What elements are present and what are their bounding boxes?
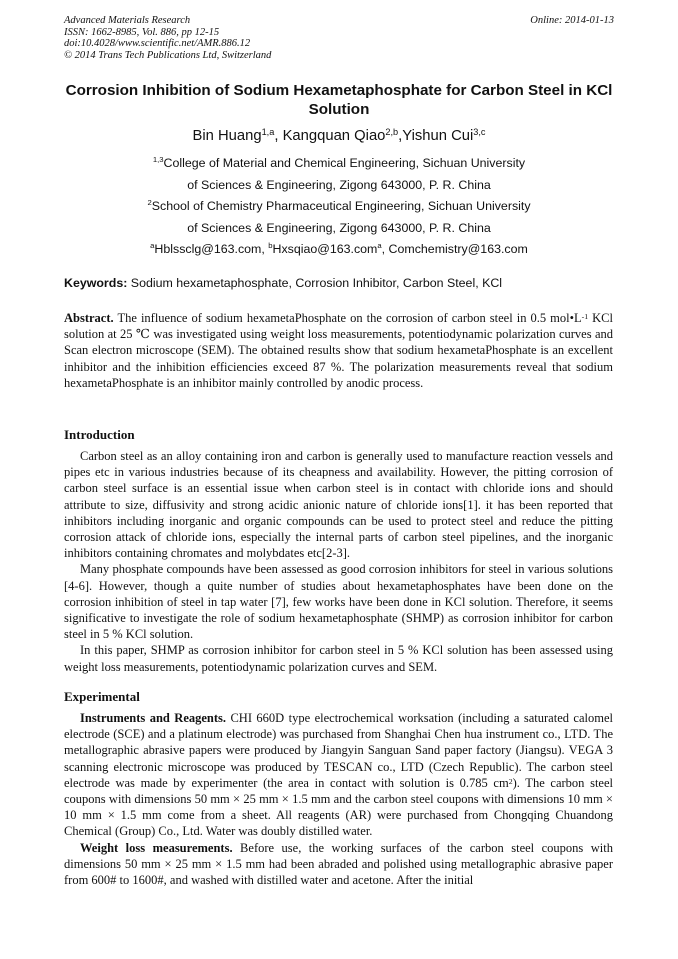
author-sup: 3,c <box>473 126 486 137</box>
author-separator: , <box>398 128 403 144</box>
paragraph <box>64 710 613 840</box>
paragraph: Carbon steel as an alloy containing iron and carbon is generally used to manufacture reaction vessels and pipes etc in various industries because of its cheapness and availability. However, the pitting corrosion of carbon steel surface is an essential issue when carbon steel is in contact with chloride ions and should attribute to size, diffusivity and strong acidic anionic nature of chloride ions[1]. it has been reported that inhibitors including inorganic and organic compounds can be used to protect steel and reduce the pitting corrosion attack of chloride ions, especially the internal parts of carbon steel pipelines, and the inorganic inhibitors containing chromates and molybdates etc[2-3]. <box>64 449 613 561</box>
section-heading-experimental: Experimental <box>64 689 140 704</box>
author-name: Bin Huang <box>192 128 262 144</box>
affiliation-2-line-1 <box>0 199 678 213</box>
author-name: Kangquan Qiao <box>282 128 386 144</box>
online-date: Online: 2014-01-13 <box>530 15 614 26</box>
author-name: Yishun Cui <box>402 128 474 144</box>
journal-copyright: © 2014 Trans Tech Publications Ltd, Switzerland <box>64 49 272 61</box>
paragraph: Many phosphate compounds have been assessed as good corrosion inhibitors for steel in various solutions [4-6]. However, though a quite number of studies about hexametaphosphates have been done on the corrosion inhibition of steel in tap water [7], few works have been done in KCl solution. Therefore, it seems significative to investigate the role of sodium hexametaphosphate (SHMP) as corrosion inhibitor for carbon steel in 5 % KCl solution. <box>64 562 613 642</box>
email-sup: b <box>268 240 273 250</box>
paragraph-lead: Weight loss measurements. <box>80 840 233 855</box>
affiliation-text: College of Material and Chemical Engineering, Sichuan University <box>163 156 526 170</box>
paragraph: In this paper, SHMP as corrosion inhibitor for carbon steel in 5 % KCl solution has been assessed using weight loss measurements, potentiodynamic polarization curves and SEM. <box>64 643 613 674</box>
keywords <box>64 276 624 290</box>
section-heading-introduction: Introduction <box>64 427 135 442</box>
affiliation-1-line-2: of Sciences & Engineering, Zigong 643000, P. R. China <box>187 178 491 192</box>
keywords-label: Keywords: <box>64 276 128 290</box>
experimental-body <box>64 710 613 888</box>
paragraph-text: ). The carbon steel coupons with dimensions 50 mm × 25 mm × 1.5 mm and the carbon steel coupons with dimensions 10 mm × 10 mm × 1.5 mm come from a sheet. All reagents (AR) were purchased from Chongqing Chuandong Chemical (Group) Co., Ltd. Water was doubly distilled water. <box>64 775 613 839</box>
author-separator: , <box>274 128 283 144</box>
abstract <box>64 310 613 391</box>
paragraph-text: Before use, the working surfaces of the carbon steel coupons with dimensions 50 mm × 25 mm × 1.5 mm had been abraded and polished using metallographic abrasive paper from 600# to 1600#, and washed with distilled water and acetone. After the initial <box>64 840 613 888</box>
paragraph-sup: 2 <box>508 776 513 786</box>
paragraph-text: CHI 660D type electrochemical worksation (including a saturated calomel electrode (SCE) and a platinum electrode) was purchased from Shanghai Chen hua instrument co., LTD. The metallographic abrasive papers were produced by Jiangyin Sanguan Sand paper factory (Jiangsu). VEGA 3 scanning electronic microscope was produced by TESCAN co., LTD (Czech Republic). The carbon steel electrode was made by experimenter (the area in contact with solution is 0.785 cm <box>64 711 613 790</box>
paragraph-lead: Instruments and Reagents. <box>80 711 227 725</box>
paper-title: Corrosion Inhibition of Sodium Hexametaphosphate for Carbon Steel in KCl Solution <box>65 82 613 118</box>
keywords-text: Sodium hexametaphosphate, Corrosion Inhibitor, Carbon Steel, KCl <box>127 276 503 290</box>
affiliation-text: School of Chemistry Pharmaceutical Engineering, Sichuan University <box>151 199 531 213</box>
author-sup: 2,b <box>385 126 399 137</box>
author-sup: 1,a <box>261 126 275 137</box>
paragraph <box>64 840 613 889</box>
abstract-paragraph <box>64 310 613 391</box>
journal-doi: doi:10.4028/www.scientific.net/AMR.886.12 <box>64 38 251 50</box>
email-sup: a <box>150 240 155 250</box>
journal-name: Advanced Materials Research <box>64 15 191 26</box>
author-list <box>0 128 678 144</box>
introduction-body <box>64 448 613 675</box>
abstract-text: The influence of sodium hexametaPhosphate on the corrosion of carbon steel in 0.5 mol•L <box>113 311 582 325</box>
abstract-text: KCl solution at 25 ℃ was investigated using weight loss measurements, potentiodynamic polarization curves and Scan electron microscope (SEM). The obtained results show that sodium hexametaPhosphate is an excellent inhibitor and the inhibition efficiencies exceed 87 %. The polarization measurements reveal that sodium hexametaPhosphate is an inhibitor mainly controlled by anodic process. <box>64 311 613 390</box>
email-a: Hblssclg@163.com, <box>154 242 269 256</box>
abstract-label: Abstract. <box>64 311 114 325</box>
email-line <box>0 242 678 256</box>
abstract-sup: -1 <box>581 311 589 321</box>
journal-header <box>64 15 614 61</box>
affiliation-2-line-2: of Sciences & Engineering, Zigong 643000, P. R. China <box>187 221 491 235</box>
email-b: Hxsqiao@163.com <box>272 242 378 256</box>
email-sup: a <box>377 240 382 250</box>
affiliation-sup: 1,3 <box>152 154 164 164</box>
affiliation-sup: 2 <box>147 197 152 207</box>
affiliation-1-line-1 <box>0 156 678 170</box>
journal-issn: ISSN: 1662-8985, Vol. 886, pp 12-15 <box>64 26 220 38</box>
email-c: , Comchemistry@163.com <box>381 242 528 256</box>
